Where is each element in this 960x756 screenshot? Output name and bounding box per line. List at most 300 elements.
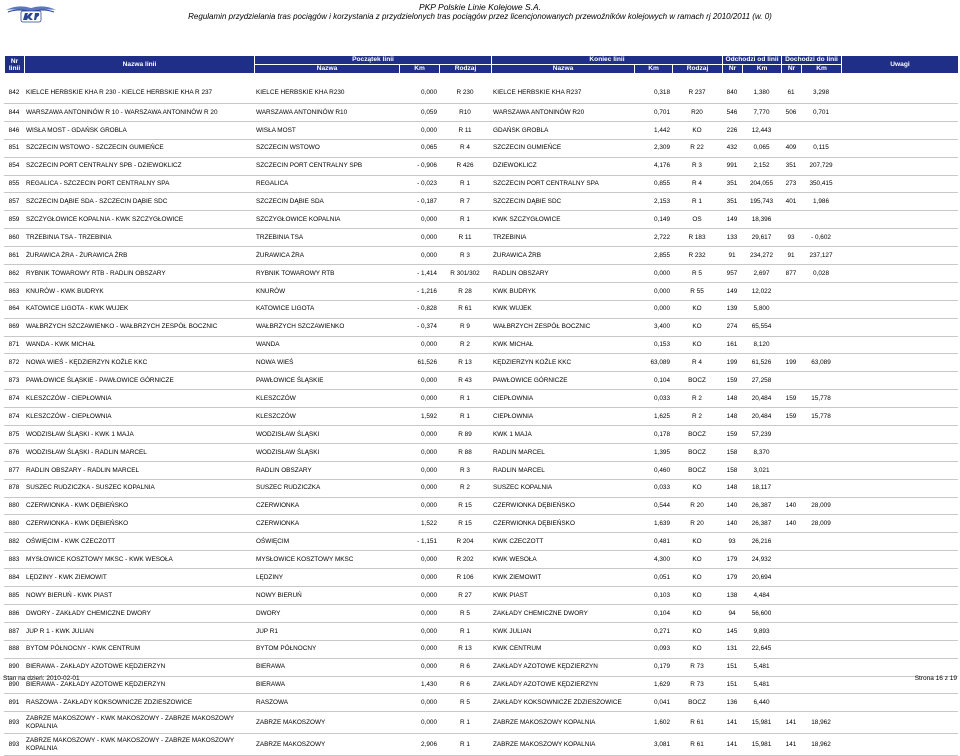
cell-nr: 885 xyxy=(4,587,24,605)
cell-nr: 893 xyxy=(4,734,24,756)
cell-nr: 884 xyxy=(4,569,24,587)
cell-name: BIERAWA - ZAKŁADY AZOTOWE KĘDZIERZYN xyxy=(24,676,254,694)
cell-end-km: 63,089 xyxy=(634,354,672,372)
cell-to-km xyxy=(801,587,841,605)
cell-to-nr: 140 xyxy=(781,515,801,533)
cell-start-km: - 1,216 xyxy=(399,282,439,300)
cell-end-km: 0,000 xyxy=(634,282,672,300)
col-nr-header: Nr linii xyxy=(5,56,25,74)
cell-end-type: KO xyxy=(672,479,722,497)
cell-name: KLESZCZÓW - CIEPŁOWNIA xyxy=(24,390,254,408)
cell-end-type: R 183 xyxy=(672,229,722,247)
cell-from-km: 4,484 xyxy=(742,587,781,605)
page-header xyxy=(0,0,960,26)
cell-notes xyxy=(841,569,958,587)
cell-from-km: 204,055 xyxy=(742,175,781,193)
table-row xyxy=(4,372,958,390)
cell-nr: 862 xyxy=(4,265,24,283)
cell-notes xyxy=(841,390,958,408)
cell-notes xyxy=(841,336,958,354)
cell-start-name: SZCZECIN WSTOWO xyxy=(254,139,399,157)
cell-nr: 887 xyxy=(4,622,24,640)
cell-end-name: RADLIN MARCEL xyxy=(491,461,634,479)
cell-nr: 869 xyxy=(4,318,24,336)
cell-notes xyxy=(841,193,958,211)
cell-nr: 877 xyxy=(4,461,24,479)
cell-notes xyxy=(841,229,958,247)
cell-from-km: 8,370 xyxy=(742,443,781,461)
table-row xyxy=(4,712,958,734)
cell-start-type: R10 xyxy=(439,104,491,122)
sub-start-km: Km xyxy=(400,65,440,74)
cell-from-km: 24,932 xyxy=(742,551,781,569)
cell-end-name: KWK MICHAŁ xyxy=(491,336,634,354)
cell-start-name: WAŁBRZYCH SZCZAWIENKO xyxy=(254,318,399,336)
cell-name: WAŁBRZYCH SZCZAWIENKO - WAŁBRZYCH ZESPÓŁ BOCZNIC xyxy=(24,318,254,336)
cell-nr: 880 xyxy=(4,497,24,515)
table-row xyxy=(4,497,958,515)
cell-name: TRZEBINIA TSA - TRZEBINIA xyxy=(24,229,254,247)
cell-end-type: KO xyxy=(672,318,722,336)
cell-end-name: DZIEWOKLICZ xyxy=(491,157,634,175)
cell-end-type: KO xyxy=(672,587,722,605)
cell-notes xyxy=(841,408,958,426)
cell-start-name: NOWY BIERUŃ xyxy=(254,587,399,605)
table-row xyxy=(4,390,958,408)
cell-end-type: R 5 xyxy=(672,265,722,283)
cell-to-km: 0,701 xyxy=(801,104,841,122)
cell-nr: 864 xyxy=(4,300,24,318)
cell-start-type: R 1 xyxy=(439,712,491,734)
cell-end-type: KO xyxy=(672,622,722,640)
cell-start-type: R 15 xyxy=(439,497,491,515)
cell-notes xyxy=(841,515,958,533)
cell-from-nr: 139 xyxy=(722,300,742,318)
cell-from-km: 9,893 xyxy=(742,622,781,640)
cell-nr: 842 xyxy=(4,82,24,104)
cell-end-type: R 2 xyxy=(672,390,722,408)
cell-nr: 863 xyxy=(4,282,24,300)
cell-end-km: 1,395 xyxy=(634,443,672,461)
cell-notes xyxy=(841,104,958,122)
cell-start-name: WODZISŁAW ŚLĄSKI xyxy=(254,443,399,461)
cell-end-type: R 55 xyxy=(672,282,722,300)
cell-start-name: LĘDZINY xyxy=(254,569,399,587)
cell-to-nr xyxy=(781,336,801,354)
cell-end-type: R 73 xyxy=(672,658,722,676)
cell-end-name: SZCZECIN PORT CENTRALNY SPA xyxy=(491,175,634,193)
cell-from-km: 5,481 xyxy=(742,658,781,676)
cell-nr: 859 xyxy=(4,211,24,229)
cell-name: WODZISŁAW ŚLĄSKI - RADLIN MARCEL xyxy=(24,443,254,461)
cell-start-name: BYTOM PÓŁNOCNY xyxy=(254,640,399,658)
cell-start-km: 0,000 xyxy=(399,211,439,229)
cell-to-km: 15,778 xyxy=(801,390,841,408)
cell-end-name: ZAKŁADY AZOTOWE KĘDZIERZYN xyxy=(491,676,634,694)
cell-start-km: 0,000 xyxy=(399,82,439,104)
cell-start-km: 0,000 xyxy=(399,604,439,622)
cell-from-nr: 226 xyxy=(722,121,742,139)
cell-end-name: RADLIN MARCEL xyxy=(491,443,634,461)
cell-name: WODZISŁAW ŚLĄSKI - KWK 1 MAJA xyxy=(24,426,254,444)
cell-name: PAWŁOWICE ŚLĄSKIE - PAWŁOWICE GÓRNICZE xyxy=(24,372,254,390)
cell-start-km: 0,000 xyxy=(399,622,439,640)
cell-from-nr: 133 xyxy=(722,229,742,247)
cell-to-km: - 0,602 xyxy=(801,229,841,247)
cell-end-km: 0,000 xyxy=(634,300,672,318)
cell-start-km: 0,000 xyxy=(399,336,439,354)
cell-to-km xyxy=(801,479,841,497)
cell-from-km: 3,021 xyxy=(742,461,781,479)
cell-name: CZERWIONKA - KWK DĘBIEŃSKO xyxy=(24,497,254,515)
cell-name: KIELCE HERBSKIE KHA R 230 - KIELCE HERBSKIE KHA R 237 xyxy=(24,82,254,104)
cell-end-type: R 3 xyxy=(672,157,722,175)
cell-to-km xyxy=(801,622,841,640)
cell-notes xyxy=(841,734,958,756)
cell-start-name: WISŁA MOST xyxy=(254,121,399,139)
cell-to-km xyxy=(801,443,841,461)
cell-end-name: KWK CENTRUM xyxy=(491,640,634,658)
cell-from-nr: 179 xyxy=(722,569,742,587)
cell-to-km xyxy=(801,318,841,336)
cell-notes xyxy=(841,443,958,461)
cell-from-nr: 91 xyxy=(722,247,742,265)
cell-to-nr: 877 xyxy=(781,265,801,283)
cell-end-km: 0,271 xyxy=(634,622,672,640)
cell-nr: 857 xyxy=(4,193,24,211)
cell-to-nr xyxy=(781,658,801,676)
cell-start-type: R 11 xyxy=(439,121,491,139)
cell-end-type: KO xyxy=(672,121,722,139)
cell-to-km: 0,115 xyxy=(801,139,841,157)
cell-start-km: 0,000 xyxy=(399,372,439,390)
cell-from-km: 57,239 xyxy=(742,426,781,444)
cell-name: KNURÓW - KWK BUDRYK xyxy=(24,282,254,300)
cell-start-type: R 1 xyxy=(439,734,491,756)
cell-end-km: 0,103 xyxy=(634,587,672,605)
cell-start-type: R 1 xyxy=(439,408,491,426)
cell-start-type: R 6 xyxy=(439,676,491,694)
cell-nr: 860 xyxy=(4,229,24,247)
cell-end-type: R 22 xyxy=(672,139,722,157)
cell-end-type: BOCZ xyxy=(672,461,722,479)
cell-from-nr: 140 xyxy=(722,515,742,533)
sub-to-nr: Nr xyxy=(782,65,802,74)
cell-start-type: R 1 xyxy=(439,390,491,408)
cell-from-nr: 148 xyxy=(722,408,742,426)
cell-end-type: R 20 xyxy=(672,497,722,515)
cell-end-name: SZCZECIN DĄBIE SDC xyxy=(491,193,634,211)
cell-nr: 854 xyxy=(4,157,24,175)
cell-start-name: SZCZECIN DĄBIE SDA xyxy=(254,193,399,211)
cell-nr: 882 xyxy=(4,533,24,551)
cell-to-km xyxy=(801,282,841,300)
cell-end-name: SZCZECIN GUMIEŃCE xyxy=(491,139,634,157)
cell-end-type: R20 xyxy=(672,104,722,122)
cell-to-km xyxy=(801,336,841,354)
cell-nr: 851 xyxy=(4,139,24,157)
cell-start-type: R 3 xyxy=(439,247,491,265)
cell-to-km: 18,962 xyxy=(801,712,841,734)
cell-nr: 878 xyxy=(4,479,24,497)
table-row xyxy=(4,587,958,605)
table-row xyxy=(4,694,958,712)
cell-start-name: ŻURAWICA ŻRA xyxy=(254,247,399,265)
cell-end-type: KO xyxy=(672,569,722,587)
cell-to-nr xyxy=(781,372,801,390)
cell-from-km: 8,120 xyxy=(742,336,781,354)
cell-to-nr xyxy=(781,211,801,229)
sub-end-name: Nazwa xyxy=(492,65,635,74)
cell-notes xyxy=(841,247,958,265)
cell-start-km: 1,592 xyxy=(399,408,439,426)
cell-nr: 874 xyxy=(4,390,24,408)
cell-from-km: 20,484 xyxy=(742,390,781,408)
cell-from-km: 26,387 xyxy=(742,497,781,515)
table-row xyxy=(4,640,958,658)
table-row xyxy=(4,82,958,104)
table-row xyxy=(4,461,958,479)
cell-start-name: RADLIN OBSZARY xyxy=(254,461,399,479)
sub-to-km: Km xyxy=(802,65,842,74)
cell-to-km xyxy=(801,658,841,676)
cell-notes xyxy=(841,587,958,605)
cell-start-type: R 5 xyxy=(439,694,491,712)
cell-end-type: KO xyxy=(672,551,722,569)
cell-from-km: 20,694 xyxy=(742,569,781,587)
cell-start-name: TRZEBINIA TSA xyxy=(254,229,399,247)
cell-start-type: R 426 xyxy=(439,157,491,175)
cell-start-km: 0,000 xyxy=(399,497,439,515)
cell-start-km: 0,000 xyxy=(399,461,439,479)
cell-notes xyxy=(841,175,958,193)
cell-start-name: REGALICA xyxy=(254,175,399,193)
cell-start-name: KNURÓW xyxy=(254,282,399,300)
cell-notes xyxy=(841,658,958,676)
sub-from-nr: Nr xyxy=(723,65,743,74)
cell-name: WARSZAWA ANTONINÓW R 10 - WARSZAWA ANTONINÓW R 20 xyxy=(24,104,254,122)
cell-from-km: 6,440 xyxy=(742,694,781,712)
cell-end-km: 0,033 xyxy=(634,390,672,408)
cell-end-name: KĘDZIERZYN KOŹLE KKC xyxy=(491,354,634,372)
cell-to-km xyxy=(801,676,841,694)
cell-start-type: R 15 xyxy=(439,515,491,533)
cell-from-nr: 159 xyxy=(722,372,742,390)
cell-start-name: CZERWIONKA xyxy=(254,515,399,533)
cell-end-name: CZERWIONKA DĘBIEŃSKO xyxy=(491,497,634,515)
cell-name: KATOWICE LIGOTA - KWK WUJEK xyxy=(24,300,254,318)
cell-end-name: KWK ZIEMOWIT xyxy=(491,569,634,587)
cell-from-nr: 161 xyxy=(722,336,742,354)
cell-start-name: MYSŁOWICE KOSZTOWY MKSC xyxy=(254,551,399,569)
cell-name: SZCZECIN WSTOWO - SZCZECIN GUMIEŃCE xyxy=(24,139,254,157)
cell-to-nr: 61 xyxy=(781,82,801,104)
cell-start-name: OŚWIĘCIM xyxy=(254,533,399,551)
cell-name: NOWA WIEŚ - KĘDZIERZYN KOŹLE KKC xyxy=(24,354,254,372)
cell-nr: 846 xyxy=(4,121,24,139)
cell-to-nr: 506 xyxy=(781,104,801,122)
cell-notes xyxy=(841,282,958,300)
cell-end-name: ZABRZE MAKOSZOWY KOPALNIA xyxy=(491,712,634,734)
cell-end-type: R 2 xyxy=(672,408,722,426)
cell-notes xyxy=(841,372,958,390)
cell-from-nr: 151 xyxy=(722,676,742,694)
cell-start-type: R 7 xyxy=(439,193,491,211)
cell-start-type: R 27 xyxy=(439,587,491,605)
cell-end-type: BOCZ xyxy=(672,426,722,444)
cell-end-km: 0,104 xyxy=(634,372,672,390)
cell-to-km: 0,028 xyxy=(801,265,841,283)
cell-end-km: 1,639 xyxy=(634,515,672,533)
cell-end-km: 0,855 xyxy=(634,175,672,193)
cell-end-type: KO xyxy=(672,533,722,551)
table-row xyxy=(4,533,958,551)
cell-end-name: CIEPŁOWNIA xyxy=(491,390,634,408)
cell-to-km xyxy=(801,461,841,479)
cell-start-name: PAWŁOWICE ŚLĄSKIE xyxy=(254,372,399,390)
cell-name: DWORY - ZAKŁADY CHEMICZNE DWORY xyxy=(24,604,254,622)
col-notes-header: Uwagi xyxy=(842,56,959,74)
cell-start-km: - 0,828 xyxy=(399,300,439,318)
cell-to-km xyxy=(801,604,841,622)
cell-start-name: BIERAWA xyxy=(254,676,399,694)
cell-from-km: 18,117 xyxy=(742,479,781,497)
cell-end-type: R 61 xyxy=(672,712,722,734)
cell-nr: 893 xyxy=(4,712,24,734)
cell-to-nr: 159 xyxy=(781,408,801,426)
cell-to-nr xyxy=(781,640,801,658)
cell-notes xyxy=(841,426,958,444)
cell-start-type: R 13 xyxy=(439,640,491,658)
cell-start-km: 0,000 xyxy=(399,640,439,658)
cell-start-type: R 13 xyxy=(439,354,491,372)
cell-start-type: R 2 xyxy=(439,479,491,497)
cell-end-type: R 4 xyxy=(672,354,722,372)
table-row xyxy=(4,247,958,265)
cell-end-km: 0,104 xyxy=(634,604,672,622)
sub-from-km: Km xyxy=(743,65,782,74)
cell-start-km: 0,000 xyxy=(399,551,439,569)
table-row xyxy=(4,175,958,193)
cell-to-nr: 141 xyxy=(781,734,801,756)
cell-name: SUSZEC RUDZICZKA - SUSZEC KOPALNIA xyxy=(24,479,254,497)
cell-end-type: KO xyxy=(672,640,722,658)
cell-to-km xyxy=(801,211,841,229)
cell-end-name: KWK 1 MAJA xyxy=(491,426,634,444)
lines-table xyxy=(4,55,958,756)
cell-start-km: 1,522 xyxy=(399,515,439,533)
cell-end-name: ZAKŁADY CHEMICZNE DWORY xyxy=(491,604,634,622)
cell-start-type: R 43 xyxy=(439,372,491,390)
col-start-header: Początek linii xyxy=(255,56,492,65)
cell-end-km: 1,602 xyxy=(634,712,672,734)
cell-nr: 883 xyxy=(4,551,24,569)
cell-end-km: 3,081 xyxy=(634,734,672,756)
cell-to-nr xyxy=(781,551,801,569)
cell-start-km: 0,000 xyxy=(399,712,439,734)
cell-name: MYSŁOWICE KOSZTOWY MKSC - KWK WESOŁA xyxy=(24,551,254,569)
cell-end-km: 2,309 xyxy=(634,139,672,157)
cell-nr: 873 xyxy=(4,372,24,390)
cell-end-km: 4,176 xyxy=(634,157,672,175)
cell-notes xyxy=(841,640,958,658)
cell-start-km: - 0,374 xyxy=(399,318,439,336)
cell-notes xyxy=(841,604,958,622)
sub-end-km: Km xyxy=(635,65,673,74)
cell-from-km: 1,380 xyxy=(742,82,781,104)
cell-start-name: WODZISŁAW ŚLĄSKI xyxy=(254,426,399,444)
cell-name: BYTOM PÓŁNOCNY - KWK CENTRUM xyxy=(24,640,254,658)
cell-to-km xyxy=(801,300,841,318)
cell-start-km: - 1,151 xyxy=(399,533,439,551)
cell-start-km: 0,000 xyxy=(399,443,439,461)
cell-name: RYBNIK TOWAROWY RTB - RADLIN OBSZARY xyxy=(24,265,254,283)
cell-from-nr: 151 xyxy=(722,658,742,676)
cell-notes xyxy=(841,712,958,734)
cell-to-nr: 409 xyxy=(781,139,801,157)
cell-end-name: KWK WESOŁA xyxy=(491,551,634,569)
cell-to-km: 28,009 xyxy=(801,497,841,515)
col-name-header: Nazwa linii xyxy=(25,56,255,74)
cell-name: RASZOWA - ZAKŁADY KOKSOWNICZE ZDZIESZOWICE xyxy=(24,694,254,712)
cell-notes xyxy=(841,479,958,497)
col-end-header: Koniec linii xyxy=(492,56,723,65)
cell-to-nr xyxy=(781,622,801,640)
cell-from-km: 22,645 xyxy=(742,640,781,658)
cell-end-km: 0,460 xyxy=(634,461,672,479)
cell-notes xyxy=(841,694,958,712)
cell-end-km: 0,179 xyxy=(634,658,672,676)
cell-start-type: R 1 xyxy=(439,211,491,229)
cell-end-name: KWK WUJEK xyxy=(491,300,634,318)
footer-page-number: Strona 16 z 19 xyxy=(914,675,957,682)
cell-start-km: 0,065 xyxy=(399,139,439,157)
cell-from-km: 195,743 xyxy=(742,193,781,211)
table-body xyxy=(4,82,958,756)
sub-start-name: Nazwa xyxy=(255,65,400,74)
cell-from-nr: 432 xyxy=(722,139,742,157)
cell-start-km: - 0,906 xyxy=(399,157,439,175)
cell-name: RADLIN OBSZARY - RADLIN MARCEL xyxy=(24,461,254,479)
cell-from-nr: 141 xyxy=(722,734,742,756)
cell-from-km: 56,600 xyxy=(742,604,781,622)
cell-nr: 890 xyxy=(4,658,24,676)
cell-from-nr: 148 xyxy=(722,390,742,408)
cell-start-name: KIELCE HERBSKIE KHA R230 xyxy=(254,82,399,104)
cell-notes xyxy=(841,157,958,175)
cell-end-km: 0,544 xyxy=(634,497,672,515)
cell-end-km: 0,178 xyxy=(634,426,672,444)
cell-to-nr xyxy=(781,533,801,551)
cell-start-type: R 202 xyxy=(439,551,491,569)
cell-start-type: R 5 xyxy=(439,604,491,622)
cell-from-nr: 148 xyxy=(722,479,742,497)
cell-nr: 876 xyxy=(4,443,24,461)
cell-from-nr: 140 xyxy=(722,497,742,515)
cell-start-km: 0,000 xyxy=(399,479,439,497)
cell-notes xyxy=(841,551,958,569)
table-row xyxy=(4,676,958,694)
table-row xyxy=(4,282,958,300)
table-row xyxy=(4,193,958,211)
cell-end-name: CIEPŁOWNIA xyxy=(491,408,634,426)
company-name: PKP Polskie Linie Kolejowe S.A. xyxy=(418,2,542,12)
cell-nr: 874 xyxy=(4,408,24,426)
table-row xyxy=(4,569,958,587)
cell-notes xyxy=(841,211,958,229)
cell-to-km: 28,009 xyxy=(801,515,841,533)
cell-start-name: NOWA WIEŚ xyxy=(254,354,399,372)
